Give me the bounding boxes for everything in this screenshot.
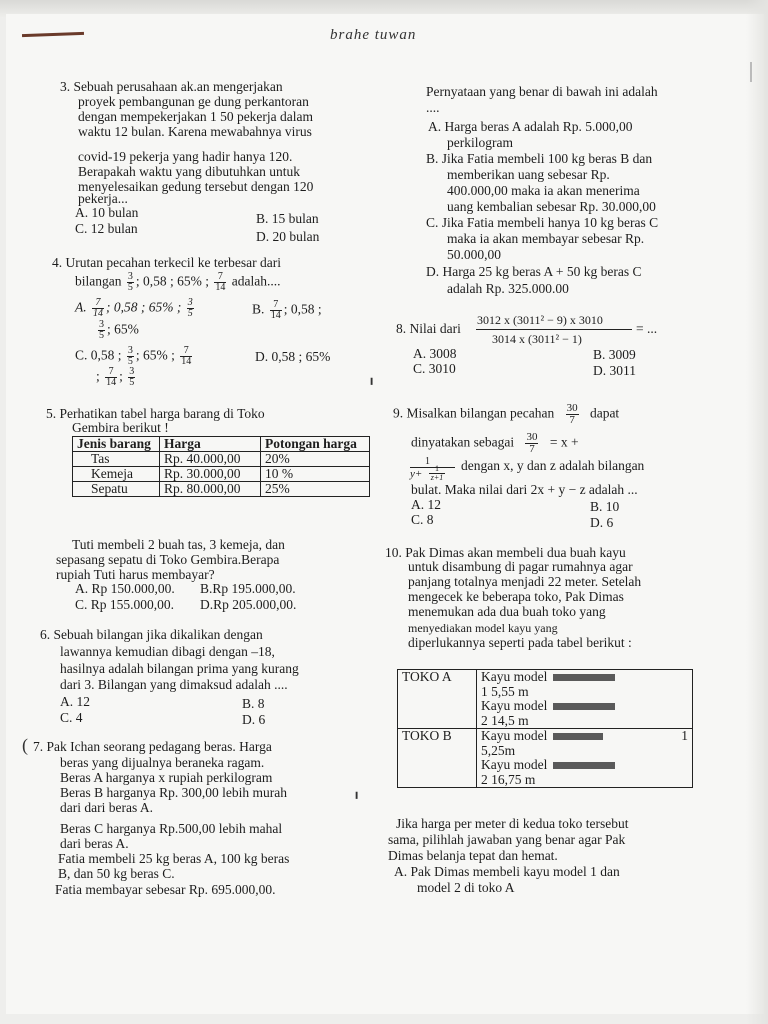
table-cell: Rp. 80.000,00 [160, 482, 261, 497]
q6-option-b: B. 8 [242, 696, 265, 711]
q5-line: Tuti membeli 2 buah tas, 3 kemeja, dan [72, 537, 285, 552]
q4-option-a-continued: $\frac{3}{5}$ ; 65% [99, 319, 139, 341]
table-header: Harga [160, 437, 261, 452]
q3-option-b: B. 15 bulan [256, 211, 319, 226]
q10-line: sama, pilihlah jawaban yang benar agar Pak [388, 832, 626, 847]
q7-line: Fatia membeli 25 kg beras A, 100 kg beras [58, 851, 290, 866]
q7-option-b-line: 400.000,00 maka ia akan menerima [447, 183, 640, 198]
q9-option-c: C. 8 [411, 512, 434, 527]
q7-option-c-line: 50.000,00 [447, 247, 501, 262]
q6-option-c: C. 4 [60, 710, 83, 725]
q8-numerator: 3012 x (3011² − 9) x 3010 [477, 313, 603, 327]
q10-option-a-line: model 2 di toko A [417, 880, 515, 895]
fraction-7-14: $\frac{7}{14}$ [181, 345, 192, 367]
table-header: Potongan harga [261, 437, 370, 452]
redaction-bar [553, 733, 603, 740]
q4-line: bilangan $\frac{3}{5}$ ; 0,58 ; 65% ; $\frac{7}{14}$ adalah.... [75, 271, 281, 293]
store-name: TOKO B [398, 729, 477, 788]
q9-option-a: A. 12 [411, 497, 441, 512]
q3-line: waktu 12 bulan. Karena mewabahnya virus [78, 124, 312, 139]
fraction-3-5: $\frac{3}{5}$ [129, 366, 135, 388]
q5-option-b: B.Rp 195.000,00. [200, 581, 296, 596]
q7-option-a-line: perkilogram [447, 135, 513, 150]
fraction-3-5: $\frac{3}{5}$ [99, 319, 104, 341]
q6-line: dari 3. Bilangan yang dimaksud adalah .... [60, 677, 288, 692]
redaction-bar [553, 674, 615, 681]
q5-line: sepasang sepatu di Toko Gembira.Berapa [56, 552, 280, 567]
fraction-7-14: $\frac{7}{14}$ [106, 366, 117, 388]
fraction-3-5: $\frac{3}{5}$ [127, 271, 133, 293]
q3-option-a: A. 10 bulan [75, 205, 139, 220]
q6-option-a: A. 12 [60, 694, 90, 709]
fraction-3-5: $\frac{3}{5}$ [187, 297, 193, 319]
q10-line: diperlukannya seperti pada tabel berikut : [408, 635, 632, 650]
table-cell: Tas [73, 452, 160, 467]
q10-option-a: A. Pak Dimas membeli kayu model 1 dan [394, 864, 620, 879]
table-row [73, 467, 370, 482]
q4-option-c: C. 0,58 ; $\frac{3}{5}$ ; 65% ; $\frac{7}{14}$ [75, 345, 192, 367]
fraction-7-14: $\frac{7}{14}$ [93, 297, 103, 319]
q3-line: Berapakah waktu yang dibutuhkan untuk [78, 164, 300, 179]
q10-line: untuk disambung di pagar rumahnya agar [408, 559, 633, 574]
scan-edge-mark [750, 62, 752, 82]
q8-equals: = ... [636, 321, 658, 336]
wood-store-table [397, 669, 693, 788]
q7-option-c-line: maka ia akan membayar sebesar Rp. [447, 231, 645, 246]
fraction-7-14: $\frac{7}{14}$ [215, 271, 226, 293]
q3-line: proyek pembangunan ge dung perkantoran [78, 94, 309, 109]
q3-option-c: C. 12 bulan [75, 221, 138, 236]
q3-line: pekerja... [78, 191, 128, 206]
q3-line: menyelesaikan gedung tersebut dengan 120 [78, 179, 314, 194]
table-cell: Rp. 30.000,00 [160, 467, 261, 482]
table-cell: Kemeja [73, 467, 160, 482]
q7-line: Beras A harganya x rupiah perkilogram [60, 770, 273, 785]
q3-line: covid-19 pekerja yang hadir hanya 120. [78, 149, 293, 164]
q10-line: mengecek ke beberapa toko, Pak Dimas [408, 589, 624, 604]
q7-line: B, dan 50 kg beras C. [58, 866, 175, 881]
q9-line: bulat. Maka nilai dari 2x + y − z adalah ... [411, 482, 638, 497]
q7-option-b-line: uang kembalian sebesar Rp. 30.000,00 [447, 199, 656, 214]
redaction-bar [553, 703, 615, 710]
q10-line: menemukan ada dua buah toko yang [408, 604, 606, 619]
q5-line: rupiah Tuti harus membayar? [56, 567, 215, 582]
q10-line: Jika harga per meter di kedua toko tersebut [396, 816, 629, 831]
q7-statement-line: Pernyataan yang benar di bawah ini adalah [426, 84, 658, 99]
handwritten-note: brahe tuwan [330, 27, 417, 43]
table-header-row [73, 437, 370, 452]
q7-line: 7. Pak Ichan seorang pedagang beras. Harga [33, 739, 272, 754]
q6-line: lawannya kemudian dibagi dengan –18, [60, 644, 275, 659]
q7-line: Fatia membayar sebesar Rp. 695.000,00. [55, 882, 276, 897]
q10-line: Dimas belanja tepat dan hemat. [388, 848, 558, 863]
q6-line: hasilnya adalah bilangan prima yang kurang [60, 661, 299, 676]
q6-line: 6. Sebuah bilangan jika dikalikan dengan [40, 627, 263, 642]
q7-statement-line: .... [426, 100, 440, 115]
q4-option-d: D. 0,58 ; 65% [255, 349, 331, 364]
stray-pen-mark: ╹ [368, 378, 376, 392]
q5-option-a: A. Rp 150.000,00. [75, 581, 175, 596]
q7-line: dari beras A. [60, 836, 129, 851]
table-header: Jenis barang [73, 437, 160, 452]
table-cell: 25% [261, 482, 370, 497]
bracket-mark: ( [22, 735, 28, 755]
stray-pen-mark: ╹ [353, 792, 361, 806]
price-table [72, 436, 370, 497]
q7-option-d: D. Harga 25 kg beras A + 50 kg beras C [426, 264, 642, 279]
table-row [73, 482, 370, 497]
q7-option-b: B. Jika Fatia membeli 100 kg beras B dan [426, 151, 653, 166]
q3-line: 3. Sebuah perusahaan ak.an mengerjakan [60, 79, 283, 94]
fraction-7-14: $\frac{7}{14}$ [270, 299, 281, 321]
q7-line: Beras C harganya Rp.500,00 lebih mahal [60, 821, 283, 836]
table-row [73, 452, 370, 467]
q7-option-b-line: memberikan uang sebesar Rp. [447, 167, 610, 182]
q4-option-c-continued: ; $\frac{7}{14}$ ; $\frac{3}{5}$ [96, 366, 135, 388]
q8-option-b: B. 3009 [593, 347, 636, 362]
q9-line: 9. Misalkan bilangan pecahan $\frac{30}{7}$ dapat [393, 402, 620, 426]
table-cell: 20% [261, 452, 370, 467]
q8-denominator: 3014 x (3011² − 1) [492, 332, 582, 346]
q5-option-c: C. Rp 155.000,00. [75, 597, 175, 612]
page-edge-shadow [746, 0, 768, 1024]
q8-fraction-bar [476, 329, 632, 330]
table-cell: 10 % [261, 467, 370, 482]
q7-option-d-line: adalah Rp. 325.000.00 [447, 281, 569, 296]
q4-line: 4. Urutan pecahan terkecil ke terbesar dari [52, 255, 282, 270]
q9-line: dengan x, y dan z adalah bilangan [461, 458, 645, 473]
q10-line: menyediakan model kayu yang [408, 621, 558, 635]
q5-option-d: D.Rp 205.000,00. [200, 597, 297, 612]
fraction-30-7: $\frac{30}{7}$ [526, 431, 538, 455]
q8-option-d: D. 3011 [593, 363, 636, 378]
q6-option-d: D. 6 [242, 712, 266, 727]
q8-label: 8. Nilai dari [396, 321, 461, 336]
q3-line: dengan mempekerjakan 1 50 pekerja dalam [78, 109, 314, 124]
redaction-bar [553, 762, 615, 769]
q9-line: dinyatakan sebagai $\frac{30}{7}$ = x + [411, 431, 579, 455]
q7-line: Beras B harganya Rp. 300,00 lebih murah [60, 785, 287, 800]
q4-option-b: B. $\frac{7}{14}$ ; 0,58 ; [252, 299, 322, 321]
q5-line: 5. Perhatikan tabel harga barang di Toko [46, 406, 265, 421]
q4-option-a: A. $\frac{7}{14}$ ; 0,58 ; 65% ; $\frac{3}{5}$ [75, 297, 193, 319]
q9-option-b: B. 10 [590, 499, 620, 514]
q10-line: 10. Pak Dimas akan membeli dua buah kayu [385, 545, 626, 560]
q10-line: panjang totalnya menjadi 22 meter. Setelah [408, 574, 642, 589]
q9-option-d: D. 6 [590, 515, 614, 530]
q3-option-d: D. 20 bulan [256, 229, 320, 244]
fraction-3-5: $\frac{3}{5}$ [127, 345, 133, 367]
q5-line: Gembira berikut ! [72, 420, 169, 435]
fraction-30-7: $\frac{30}{7}$ [566, 402, 578, 426]
q8-option-a: A. 3008 [413, 346, 457, 361]
q7-line: dari dari beras A. [60, 800, 153, 815]
store-items: Kayu model 1 5,25m Kayu model 2 16,75 m [477, 729, 693, 788]
q7-line: beras yang dijualnya beraneka ragam. [60, 755, 265, 770]
store-name: TOKO A [398, 670, 477, 729]
q8-option-c: C. 3010 [413, 361, 456, 376]
q7-option-c: C. Jika Fatia membeli hanya 10 kg beras C [426, 215, 659, 230]
q7-option-a: A. Harga beras A adalah Rp. 5.000,00 [428, 119, 633, 134]
table-row [398, 729, 693, 788]
table-cell: Sepatu [73, 482, 160, 497]
table-row [398, 670, 693, 729]
store-items: Kayu model 1 5,55 m Kayu model 2 14,5 m [477, 670, 693, 729]
table-cell: Rp. 40.000,00 [160, 452, 261, 467]
